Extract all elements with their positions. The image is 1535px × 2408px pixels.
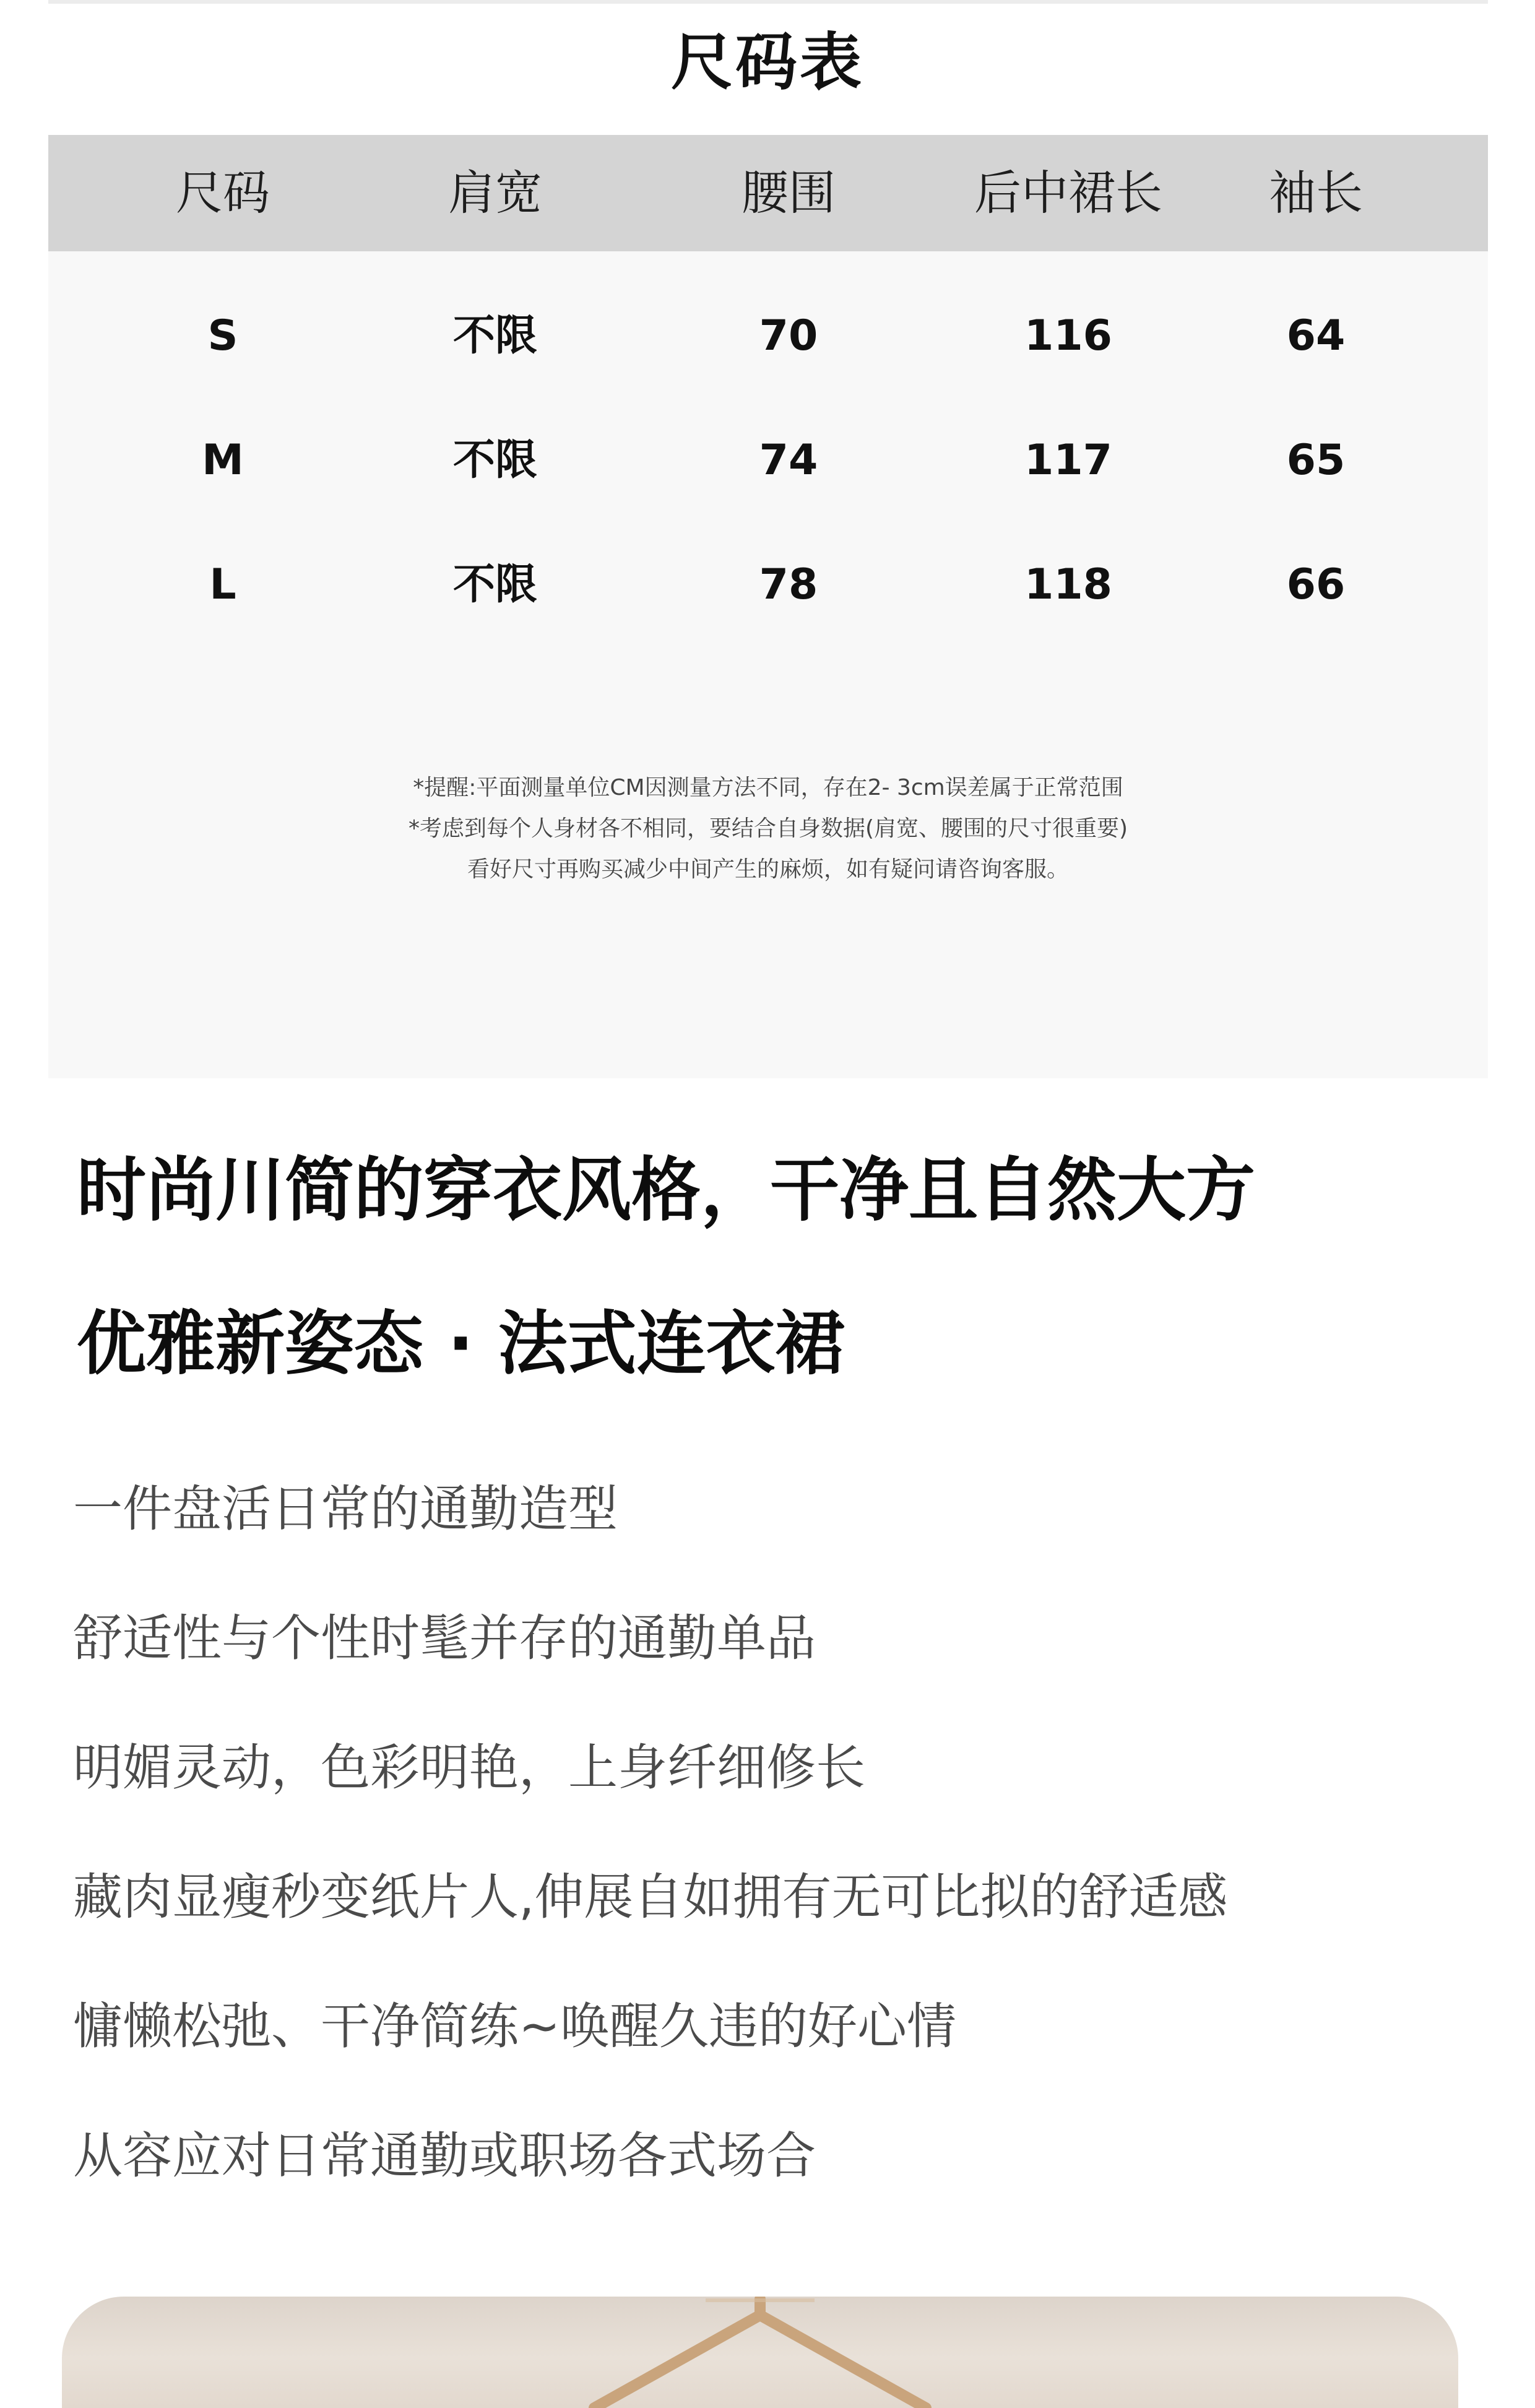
- table-cell-shoulder: 不限: [452, 436, 537, 485]
- product-photo: [62, 2297, 1458, 2408]
- table-cell-shoulder: 不限: [452, 311, 537, 360]
- description-line: 舒适性与个性时髦并存的通勤单品: [73, 1609, 816, 1667]
- note-line: *考虑到每个人身材各不相同，要结合自身数据(肩宽、腰围的尺寸很重要): [408, 816, 1128, 841]
- description-line: 从容应对日常通勤或职场各式场合: [73, 2127, 816, 2185]
- table-cell-waist: 74: [759, 436, 818, 485]
- table-cell-size: M: [202, 436, 244, 485]
- product-headline: 时尚川简的穿衣风格，干净且自然大方: [77, 1150, 1255, 1231]
- table-cell-size: S: [207, 311, 238, 360]
- top-divider: [48, 0, 1488, 4]
- hanger-icon: [62, 2297, 1458, 2408]
- table-row-s: [48, 290, 1488, 383]
- table-cell-length: 116: [1024, 311, 1112, 360]
- description-line: 慵懒松弛、干净简练~唤醒久违的好心情: [73, 1998, 957, 2055]
- table-cell-size: L: [209, 560, 236, 609]
- note-line: 看好尺寸再购买减少中间产生的麻烦，如有疑问请咨询客服。: [467, 857, 1069, 882]
- size-chart-title: 尺码表: [671, 26, 864, 98]
- header-back-length: 后中裙长: [974, 165, 1162, 220]
- table-row-m: [48, 414, 1488, 507]
- table-row-l: [48, 539, 1488, 631]
- table-cell-waist: 70: [759, 311, 818, 360]
- table-cell-sleeve: 65: [1286, 436, 1346, 485]
- measurement-notes: [48, 768, 1488, 890]
- header-waist: 腰围: [742, 165, 836, 220]
- header-shoulder-width: 肩宽: [448, 165, 542, 220]
- description-line: 藏肉显瘦秒变纸片人,伸展自如拥有无可比拟的舒适感: [73, 1868, 1228, 1926]
- table-cell-sleeve: 66: [1286, 560, 1346, 609]
- table-cell-sleeve: 64: [1286, 311, 1346, 360]
- description-line: 明媚灵动，色彩明艳，上身纤细修长: [73, 1739, 865, 1796]
- note-line: *提醒:平面测量单位CM因测量方法不同，存在2- 3cm误差属于正常范围: [413, 775, 1123, 800]
- table-cell-length: 117: [1024, 436, 1112, 485]
- size-chart-table: [48, 135, 1488, 1078]
- table-cell-length: 118: [1024, 560, 1112, 609]
- table-cell-shoulder: 不限: [452, 560, 537, 609]
- product-subheadline: 优雅新姿态 · 法式连衣裙: [77, 1304, 845, 1384]
- size-chart-header-row: [48, 135, 1488, 251]
- header-sleeve-length: 袖长: [1269, 165, 1363, 220]
- header-size: 尺码: [176, 165, 270, 220]
- description-line: 一件盘活日常的通勤造型: [73, 1480, 618, 1538]
- table-cell-waist: 78: [759, 560, 818, 609]
